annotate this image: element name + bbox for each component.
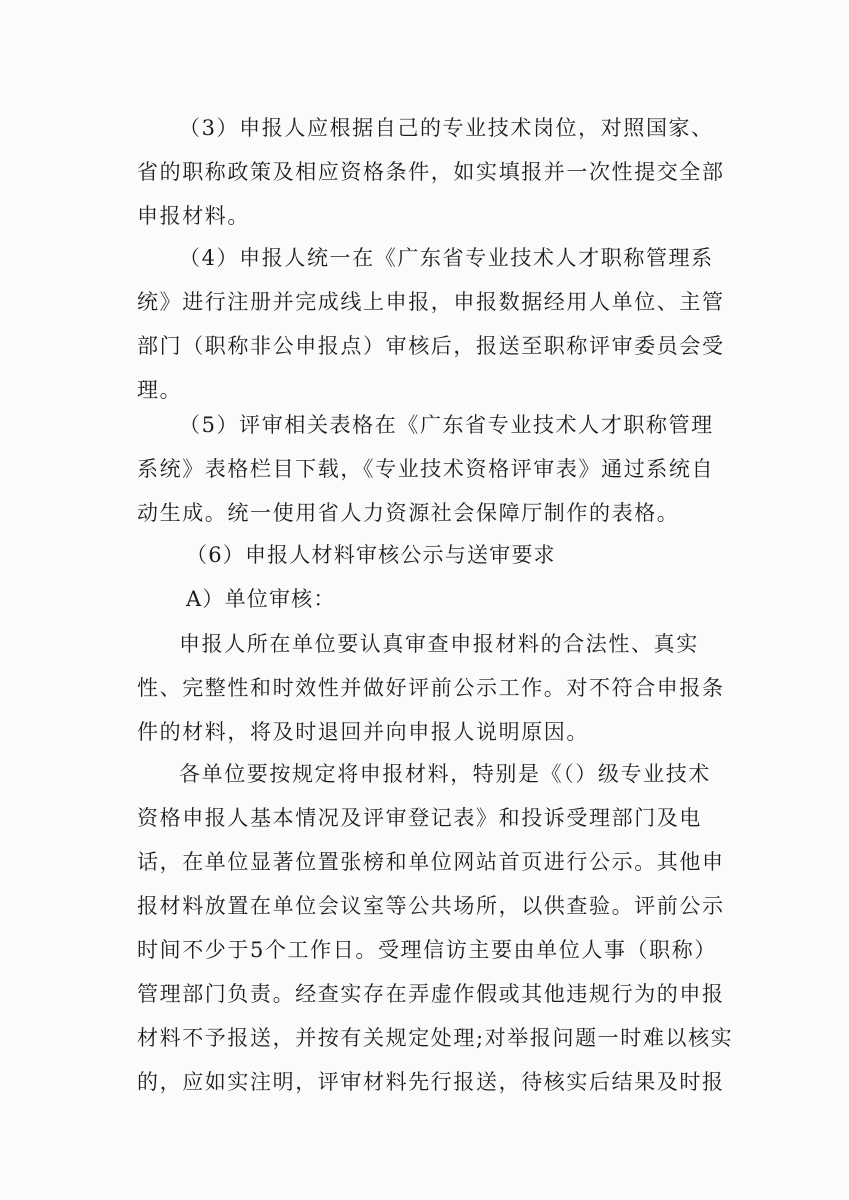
- text-line: 件的材料，将及时退回并向申报人说明原因。: [137, 720, 589, 744]
- item-6-heading: （6）申报人材料审核公示与送审要求: [186, 543, 556, 567]
- text-line: 话，在单位显著位置张榜和单位网站首页进行公示。其他申: [137, 850, 725, 874]
- text-line: 申报人所在单位要认真审查申报材料的合法性、真实: [179, 632, 699, 656]
- paragraph-item-5: [137, 403, 737, 535]
- text-line: 资格申报人基本情况及评审登记表》和投诉受理部门及电: [137, 806, 702, 830]
- paragraph-item-3: [137, 106, 737, 238]
- text-line: （3）申报人应根据自己的专业技术岗位，对照国家、: [179, 116, 714, 140]
- text-line: 的，应如实注明，评审材料先行报送，待核实后结果及时报: [137, 1070, 725, 1094]
- text-line: 性、完整性和时效性并做好评前公示工作。对不符合申报条: [137, 676, 725, 700]
- text-line: 各单位要按规定将申报材料，特别是《（）级专业技术: [179, 762, 711, 786]
- text-line: 省的职称政策及相应资格条件，如实填报并一次性提交全部: [137, 160, 725, 184]
- text-line: 系统》表格栏目下载，《专业技术资格评审表》通过系统自: [137, 457, 715, 481]
- paragraph-a1: [137, 622, 737, 754]
- paragraph-a2: [137, 752, 737, 1104]
- paragraph-item-4: [137, 236, 737, 412]
- text-line: 部门（职称非公申报点）审核后，报送至职称评审委员会受: [137, 334, 725, 358]
- text-line: 统》进行注册并完成线上申报，申报数据经用人单位、主管: [137, 290, 725, 314]
- subheading-a: A）单位审核：: [186, 587, 336, 611]
- text-line: 管理部门负责。经查实存在弄虚作假或其他违规行为的申报: [137, 982, 725, 1006]
- text-line: 申报材料。: [137, 204, 250, 228]
- text-line: 报材料放置在单位会议室等公共场所，以供查验。评前公示: [137, 894, 725, 918]
- text-line: 动生成。统一使用省人力资源社会保障厅制作的表格。: [137, 501, 680, 525]
- text-line: （5）评审相关表格在《广东省专业技术人才职称管理: [179, 413, 714, 437]
- text-line: 时间不少于5个工作日。受理信访主要由单位人事（职称）: [137, 938, 717, 962]
- text-line: 理。: [137, 378, 183, 402]
- text-line: （4）申报人统一在《广东省专业技术人才职称管理系: [179, 246, 714, 270]
- text-line: 材料不予报送，并按有关规定处理;对举报问题一时难以核实: [137, 1026, 734, 1050]
